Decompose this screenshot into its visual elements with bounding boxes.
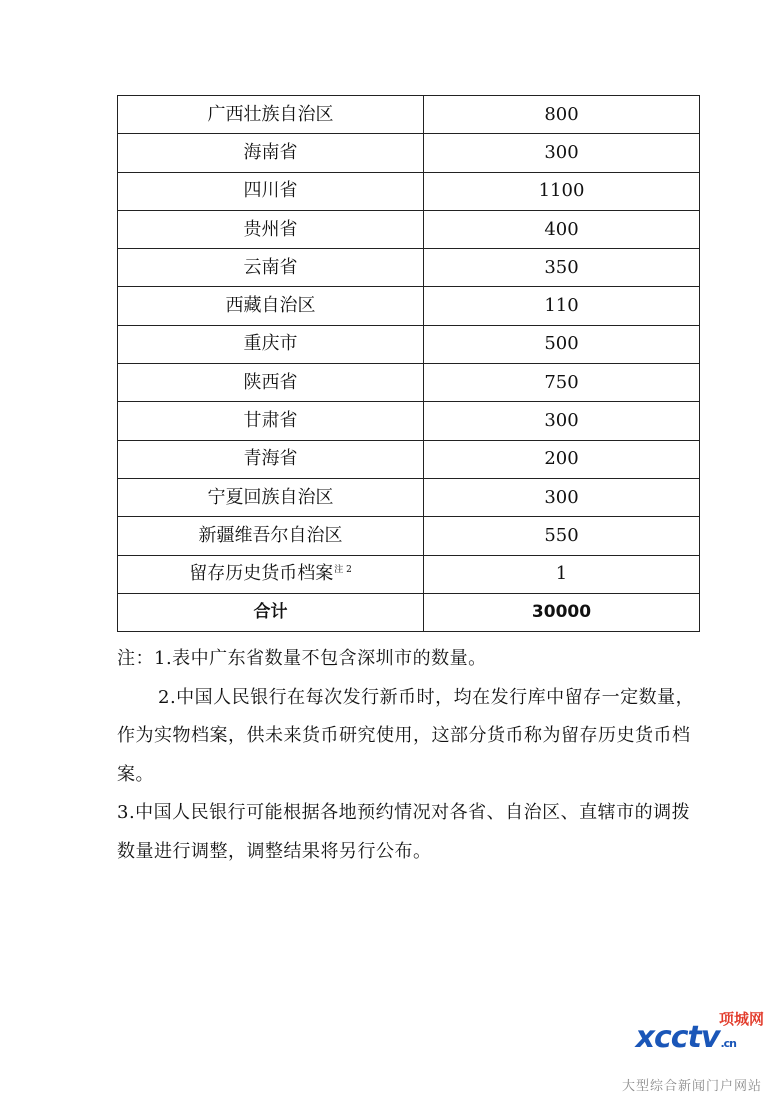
region-cell	[118, 555, 424, 593]
quantity-cell: 350	[424, 249, 700, 287]
table-row	[118, 210, 700, 248]
region-cell: 青海省	[118, 440, 424, 478]
table-row	[118, 134, 700, 172]
region-cell: 新疆维吾尔自治区	[118, 517, 424, 555]
region-cell: 云南省	[118, 249, 424, 287]
quantity-cell: 1100	[424, 172, 700, 210]
quantity-cell: 500	[424, 325, 700, 363]
total-quantity: 30000	[424, 593, 700, 631]
note-2: 2.中国人民银行在每次发行新币时，均在发行库中留存一定数量，作为实物档案，供未来货币研究使用，这部分货币称为留存历史货币档案。	[117, 686, 695, 785]
quantity-cell: 300	[424, 134, 700, 172]
note-1: 注：1.表中广东省数量不包含深圳市的数量。	[117, 648, 487, 669]
quantity-cell: 200	[424, 440, 700, 478]
region-cell: 广西壮族自治区	[118, 96, 424, 134]
table-row	[118, 440, 700, 478]
watermark-logo-text: xcctv	[635, 1020, 720, 1055]
quantity-cell: 750	[424, 364, 700, 402]
table-row	[118, 517, 700, 555]
region-cell: 西藏自治区	[118, 287, 424, 325]
footnote-reference: 注 2	[334, 565, 352, 576]
watermark-brand: 项城网	[718, 1010, 764, 1028]
quantity-cell: 1	[424, 555, 700, 593]
allocation-table	[117, 95, 700, 632]
table-row	[118, 287, 700, 325]
total-label: 合计	[118, 593, 424, 631]
table-row	[118, 96, 700, 134]
region-cell: 宁夏回族自治区	[118, 478, 424, 516]
region-cell: 陕西省	[118, 364, 424, 402]
total-row	[118, 593, 700, 631]
region-cell: 四川省	[118, 172, 424, 210]
quantity-cell: 110	[424, 287, 700, 325]
quantity-cell: 550	[424, 517, 700, 555]
table-row	[118, 402, 700, 440]
quantity-cell: 400	[424, 210, 700, 248]
table-row	[118, 249, 700, 287]
quantity-cell: 800	[424, 96, 700, 134]
notes-section	[117, 640, 697, 871]
quantity-cell: 300	[424, 402, 700, 440]
table-row	[118, 325, 700, 363]
note-3: 3.中国人民银行可能根据各地预约情况对各省、自治区、直辖市的调拨数量进行调整，调整结果将另行公布。	[117, 802, 691, 862]
watermark-logo-suffix: .cn	[720, 1037, 736, 1050]
region-cell: 海南省	[118, 134, 424, 172]
region-label: 留存历史货币档案	[189, 563, 334, 585]
table-row	[118, 172, 700, 210]
region-cell: 贵州省	[118, 210, 424, 248]
table-row	[118, 364, 700, 402]
watermark-logo	[636, 1020, 736, 1055]
watermark-tagline: 大型综合新闻门户网站	[621, 1079, 762, 1094]
region-cell: 甘肃省	[118, 402, 424, 440]
site-watermark	[584, 1008, 764, 1098]
table-row	[118, 555, 700, 593]
region-cell: 重庆市	[118, 325, 424, 363]
table-row	[118, 478, 700, 516]
quantity-cell: 300	[424, 478, 700, 516]
